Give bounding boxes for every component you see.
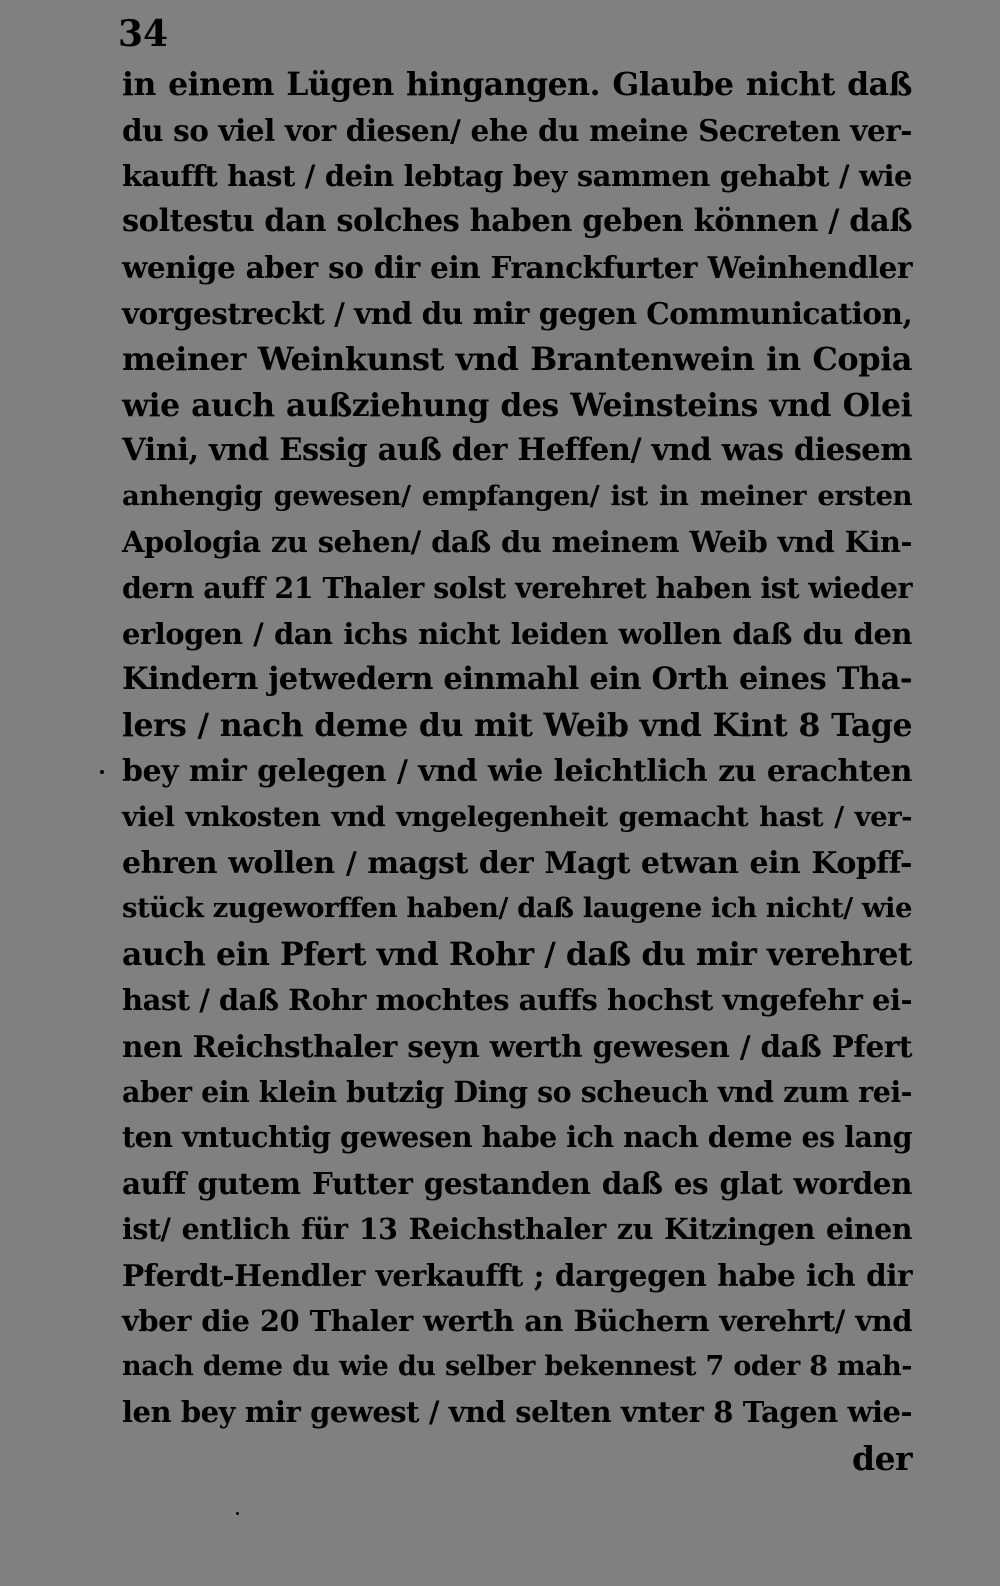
text-line: ehren wollen / magst der Magt etwan ein Kopff- xyxy=(122,845,912,881)
text-line: nen Reichsthaler seyn werth gewesen / daß Pfert xyxy=(122,1028,912,1064)
text-line: wie auch außziehung des Weinsteins vnd Olei xyxy=(122,386,912,424)
page-number: 34 xyxy=(118,13,169,55)
text-line: anhengig gewesen/ empfangen/ ist in meiner ersten xyxy=(122,480,912,513)
text-line: du so viel vor diesen/ ehe du meine Secreten ver- xyxy=(122,112,912,148)
text-line: auch ein Pfert vnd Rohr / daß du mir verehret xyxy=(122,936,912,974)
text-line: in einem Lügen hingangen. Glaube nicht daß xyxy=(122,66,912,103)
text-line: lers / nach deme du mit Weib vnd Kint 8 Tage xyxy=(122,707,912,745)
text-line: stück zugeworffen haben/ daß laugene ich nicht/ wie xyxy=(122,892,912,925)
ink-speck xyxy=(236,1512,239,1515)
text-line: Pferdt-Hendler verkaufft ; dargegen habe ich dir xyxy=(122,1257,912,1293)
text-line: aber ein klein butzig Ding so scheuch vnd zum rei- xyxy=(122,1074,912,1109)
text-line: ist/ entlich für 13 Reichsthaler zu Kitzingen einen xyxy=(122,1211,912,1246)
catchword: der xyxy=(852,1438,912,1478)
text-line: Kindern jetwedern einmahl ein Orth eines Tha- xyxy=(122,661,912,698)
text-line: auff gutem Futter gestanden daß es glat worden xyxy=(122,1166,912,1202)
text-line: hast / daß Rohr mochtes auffs hochst vngefehr ei- xyxy=(122,982,912,1017)
text-line: meiner Weinkunst vnd Brantenwein in Copia xyxy=(122,339,912,378)
text-line: soltestu dan solches haben geben können / daß xyxy=(122,203,912,240)
body-text xyxy=(122,62,912,1482)
text-line: len bey mir gewest / vnd selten vnter 8 Tagen wie- xyxy=(122,1395,912,1430)
text-line: nach deme du wie du selber bekennest 7 oder 8 mah- xyxy=(122,1351,912,1383)
text-line: vber die 20 Thaler werth an Büchern verehrt/ vnd xyxy=(122,1303,912,1338)
text-line: wenige aber so dir ein Franckfurter Weinhendler xyxy=(122,250,912,286)
text-line: erlogen / dan ichs nicht leiden wollen daß du den xyxy=(122,616,912,651)
margin-mark xyxy=(100,770,104,774)
text-line: Vini, vnd Essig auß der Heffen/ vnd was diesem xyxy=(122,432,912,469)
text-line: kaufft hast / dein lebtag bey sammen gehabt / wie xyxy=(122,158,912,193)
text-line: vorgestreckt / vnd du mir gegen Communication, xyxy=(122,295,913,331)
text-line: dern auff 21 Thaler solst verehret haben ist wieder xyxy=(122,570,912,605)
text-line: bey mir gelegen / vnd wie leichtlich zu erachten xyxy=(122,753,912,789)
text-line: viel vnkosten vnd vngelegenheit gemacht hast / ver- xyxy=(122,800,912,833)
text-line: ten vntuchtig gewesen habe ich nach deme es lang xyxy=(122,1120,913,1155)
text-line: Apologia zu sehen/ daß du meinem Weib vnd Kin- xyxy=(122,524,912,559)
